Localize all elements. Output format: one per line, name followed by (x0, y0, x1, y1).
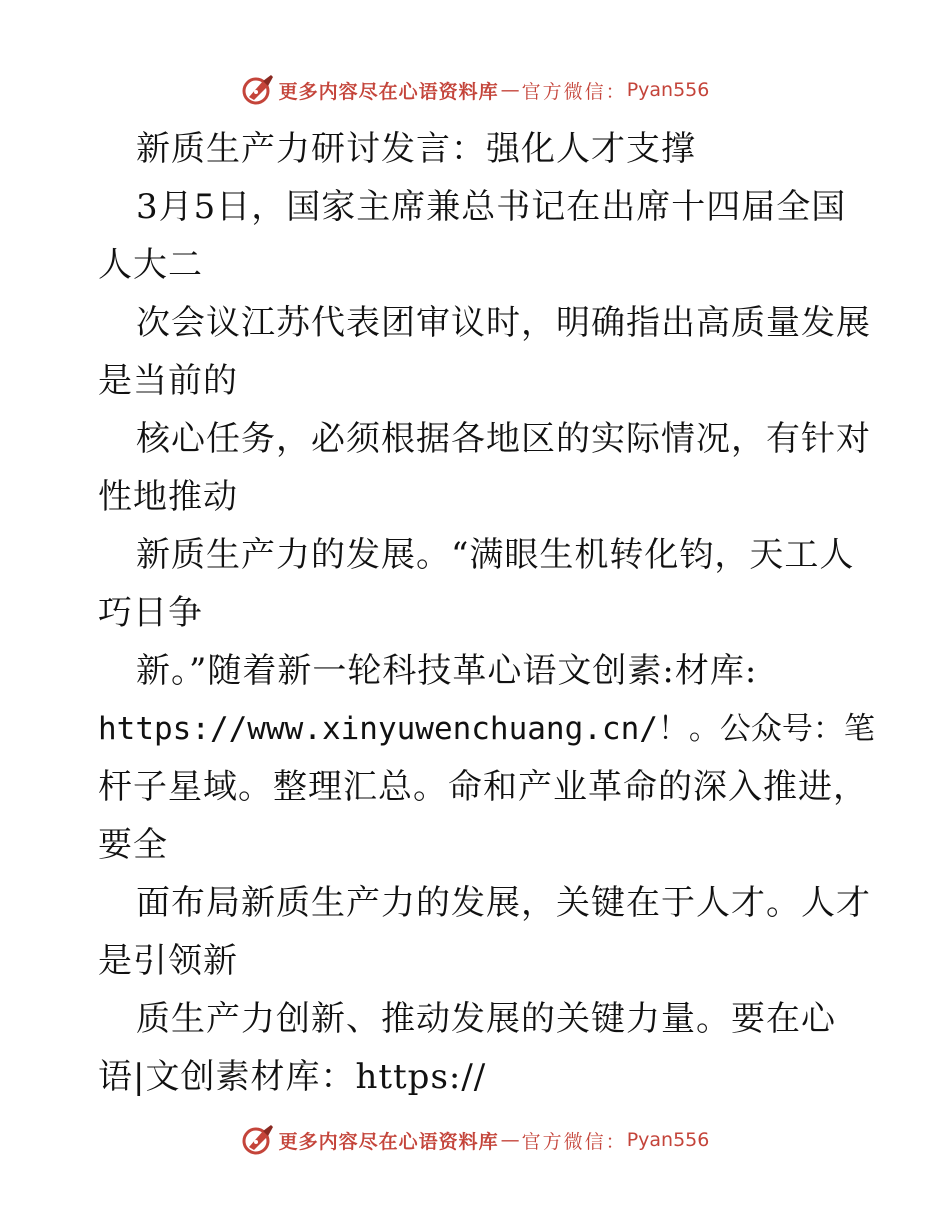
paragraph-line: 新。”随着新一轮科技革心语文创素:材库: (136, 651, 758, 691)
footer-banner (0, 1120, 950, 1160)
paragraph-line: 语|文创素材库：https:// (98, 1057, 487, 1097)
document-body (98, 120, 875, 1106)
paragraph-line: 3月5日，国家主席兼总书记在出席十四届全国 (136, 187, 847, 227)
paragraph-line: 是当前的 (98, 361, 238, 401)
paragraph-line: 巧日争 (98, 593, 203, 633)
banner-wechat-id: Pyan556 (626, 1129, 710, 1151)
paragraph-line: 次会议江苏代表团审议时，明确指出高质量发展 (136, 303, 871, 343)
paragraph-line: 核心任务，必须根据各地区的实际情况，有针对 (136, 419, 871, 459)
paragraph-line: 新质生产力的发展。“满眼生机转化钧，天工人 (136, 535, 855, 575)
document-title: 新质生产力研讨发言：强化人才支撑 (136, 129, 696, 169)
paragraph-line-url: https://www.xinyuwenchuang.cn/！。公众号：笔 (98, 711, 875, 747)
paragraph-line: 要全 (98, 825, 168, 865)
banner-main-text: 更多内容尽在心语资料库 (278, 1130, 499, 1153)
paragraph-line: 质生产力创新、推动发展的关键力量。要在心 (136, 999, 836, 1039)
paragraph-line: 是引领新 (98, 941, 238, 981)
pen-nib-logo-icon (241, 73, 275, 107)
banner-dash: — (500, 79, 520, 101)
paragraph-line: 性地推动 (98, 477, 238, 517)
banner-wechat-label: 官方微信： (521, 1130, 627, 1153)
pen-nib-logo-icon (241, 1123, 275, 1157)
paragraph-line: 人大二 (98, 245, 203, 285)
banner-wechat-id: Pyan556 (626, 79, 710, 101)
banner-main-text: 更多内容尽在心语资料库 (278, 80, 499, 103)
banner-wechat-label: 官方微信： (521, 80, 627, 103)
paragraph-line: 面布局新质生产力的发展，关键在于人才。人才 (136, 883, 871, 923)
banner-dash: — (500, 1129, 520, 1151)
paragraph-line: 杆子星域。整理汇总。命和产业革命的深入推进， (98, 767, 868, 807)
header-banner (0, 70, 950, 110)
